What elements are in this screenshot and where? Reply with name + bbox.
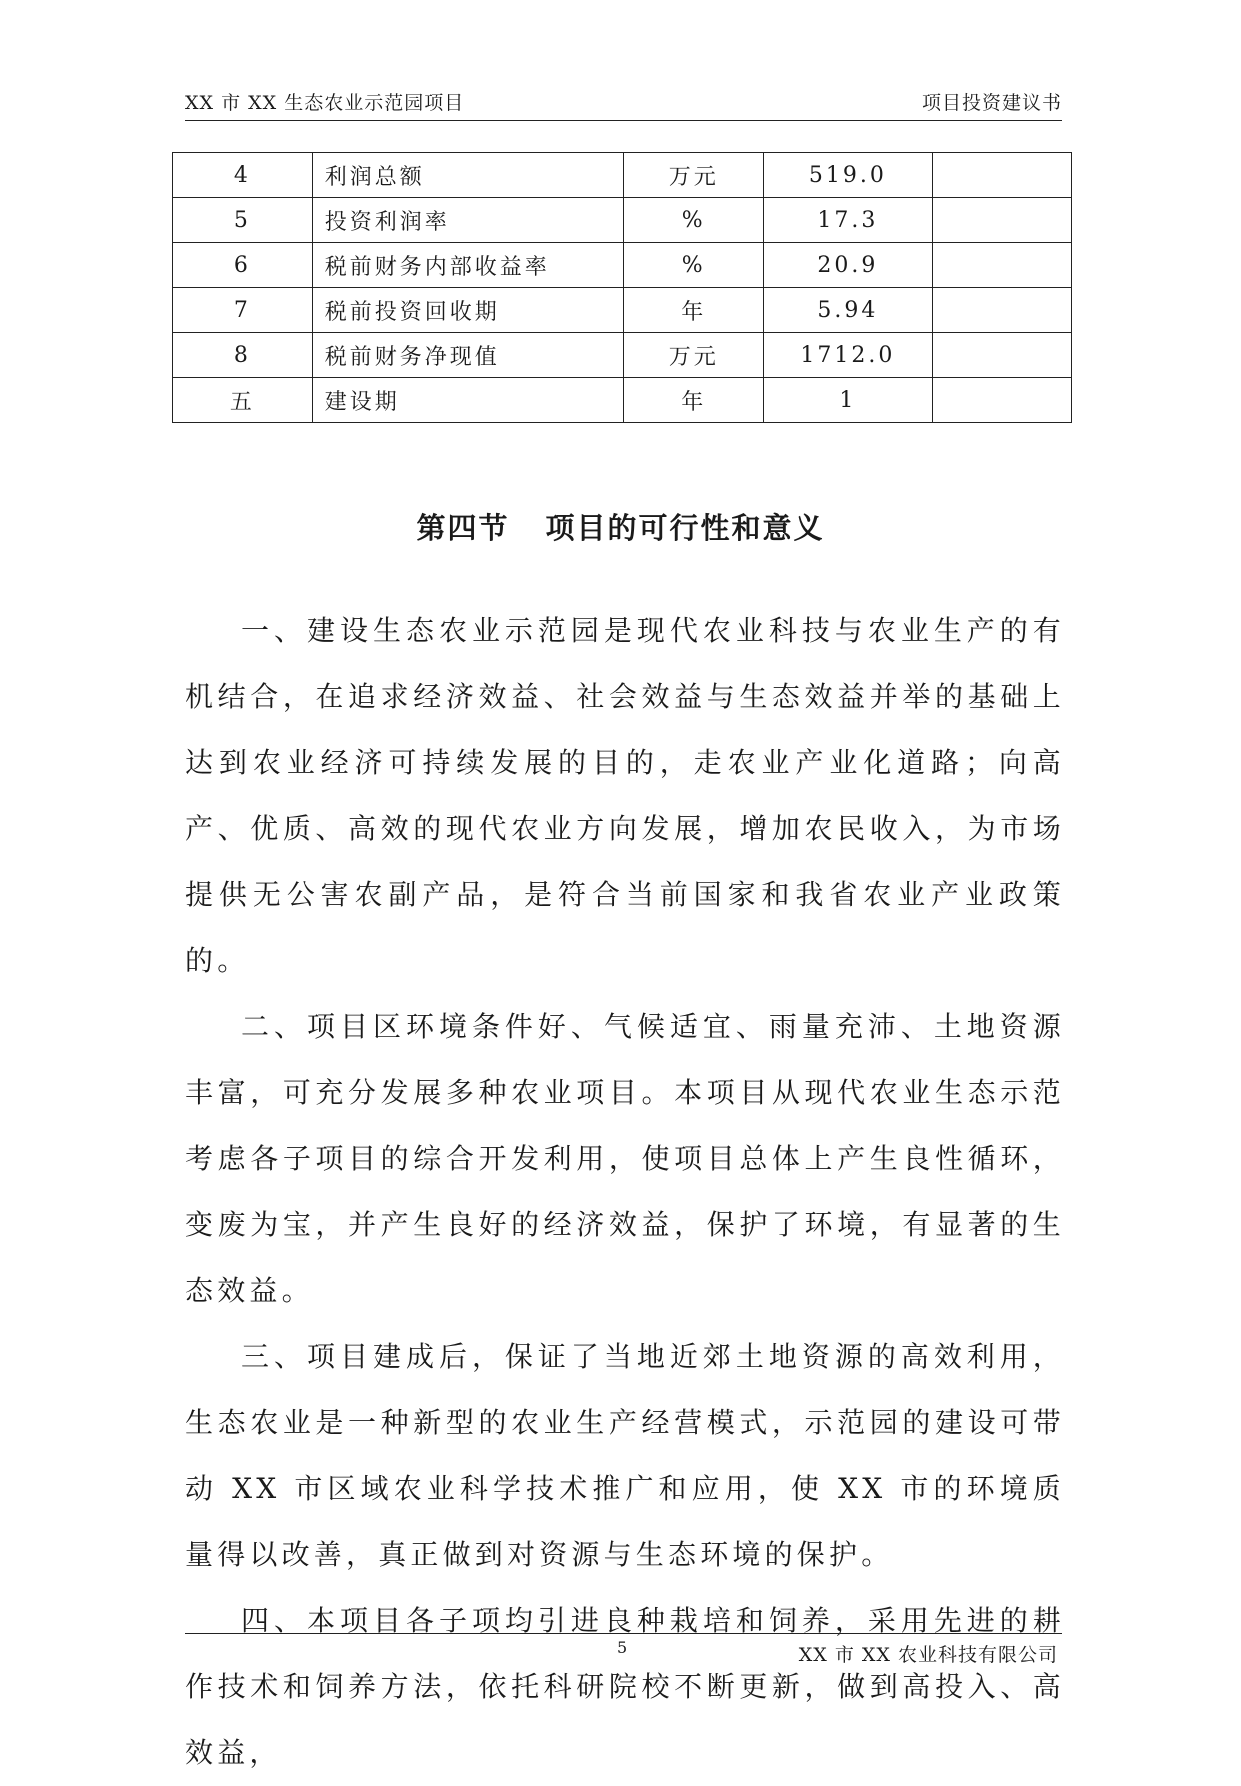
table-row	[173, 198, 1072, 243]
header-project-name: XX 市 XX 生态农业示范园项目	[185, 92, 465, 114]
unit-cell: 年	[624, 288, 764, 333]
value-cell: 17.3	[764, 198, 933, 243]
note-cell	[932, 153, 1071, 198]
note-cell	[932, 378, 1071, 423]
page-header	[185, 88, 1062, 121]
indicator-name-cell: 税前投资回收期	[312, 288, 624, 333]
row-number-cell: 7	[173, 288, 313, 333]
note-cell	[932, 288, 1071, 333]
row-number-cell: 6	[173, 243, 313, 288]
table-row	[173, 378, 1072, 423]
indicator-name-cell: 税前财务内部收益率	[312, 243, 624, 288]
indicator-name-cell: 投资利润率	[312, 198, 624, 243]
paragraph: 三、项目建成后，保证了当地近郊土地资源的高效利用，生态农业是一种新型的农业生产经营模式，示范园的建设可带动 XX 市区域农业科学技术推广和应用，使 XX 市的环境质量得以改善，真正做到对资源与生态环境的保护。	[185, 1340, 1065, 1571]
note-cell	[932, 243, 1071, 288]
note-cell	[932, 198, 1071, 243]
section-number: 第四节	[416, 511, 510, 545]
note-cell	[932, 333, 1071, 378]
paragraph: 四、本项目各子项均引进良种栽培和饲养，采用先进的耕作技术和饲养方法，依托科研院校不断更新，做到高投入、高效益，	[185, 1604, 1065, 1769]
section-heading	[0, 506, 1241, 547]
indicator-name-cell: 利润总额	[312, 153, 624, 198]
paragraph: 一、建设生态农业示范园是现代农业科技与农业生产的有机结合，在追求经济效益、社会效益与生态效益并举的基础上达到农业经济可持续发展的目的，走农业产业化道路；向高产、优质、高效的现代农业方向发展，增加农民收入，为市场提供无公害农副产品，是符合当前国家和我省农业产业政策的。	[185, 614, 1065, 977]
indicator-name-cell: 税前财务净现值	[312, 333, 624, 378]
header-document-type: 项目投资建议书	[921, 92, 1062, 114]
unit-cell: %	[624, 243, 764, 288]
value-cell: 20.9	[764, 243, 933, 288]
table-row	[173, 288, 1072, 333]
unit-cell: %	[624, 198, 764, 243]
page-footer	[185, 1633, 1062, 1674]
section-title-text: 项目的可行性和意义	[545, 511, 825, 545]
row-number-cell: 8	[173, 333, 313, 378]
value-cell: 1	[764, 378, 933, 423]
paragraph: 二、项目区环境条件好、气候适宜、雨量充沛、土地资源丰富，可充分发展多种农业项目。本项目从现代农业生态示范考虑各子项目的综合开发利用，使项目总体上产生良性循环，变废为宝，并产生良好的经济效益，保护了环境，有显著的生态效益。	[185, 1010, 1065, 1307]
financial-indicators-table	[172, 152, 1072, 423]
unit-cell: 万元	[624, 333, 764, 378]
row-number-cell: 5	[173, 198, 313, 243]
unit-cell: 万元	[624, 153, 764, 198]
indicator-name-cell: 建设期	[312, 378, 624, 423]
table-row	[173, 243, 1072, 288]
body-text	[185, 598, 1065, 1786]
page-number: 5	[617, 1638, 628, 1657]
value-cell: 519.0	[764, 153, 933, 198]
value-cell: 1712.0	[764, 333, 933, 378]
row-number-cell: 五	[173, 378, 313, 423]
value-cell: 5.94	[764, 288, 933, 333]
unit-cell: 年	[624, 378, 764, 423]
table-row	[173, 153, 1072, 198]
footer-company-name: XX 市 XX 农业科技有限公司	[798, 1644, 1058, 1666]
row-number-cell: 4	[173, 153, 313, 198]
table-row	[173, 333, 1072, 378]
